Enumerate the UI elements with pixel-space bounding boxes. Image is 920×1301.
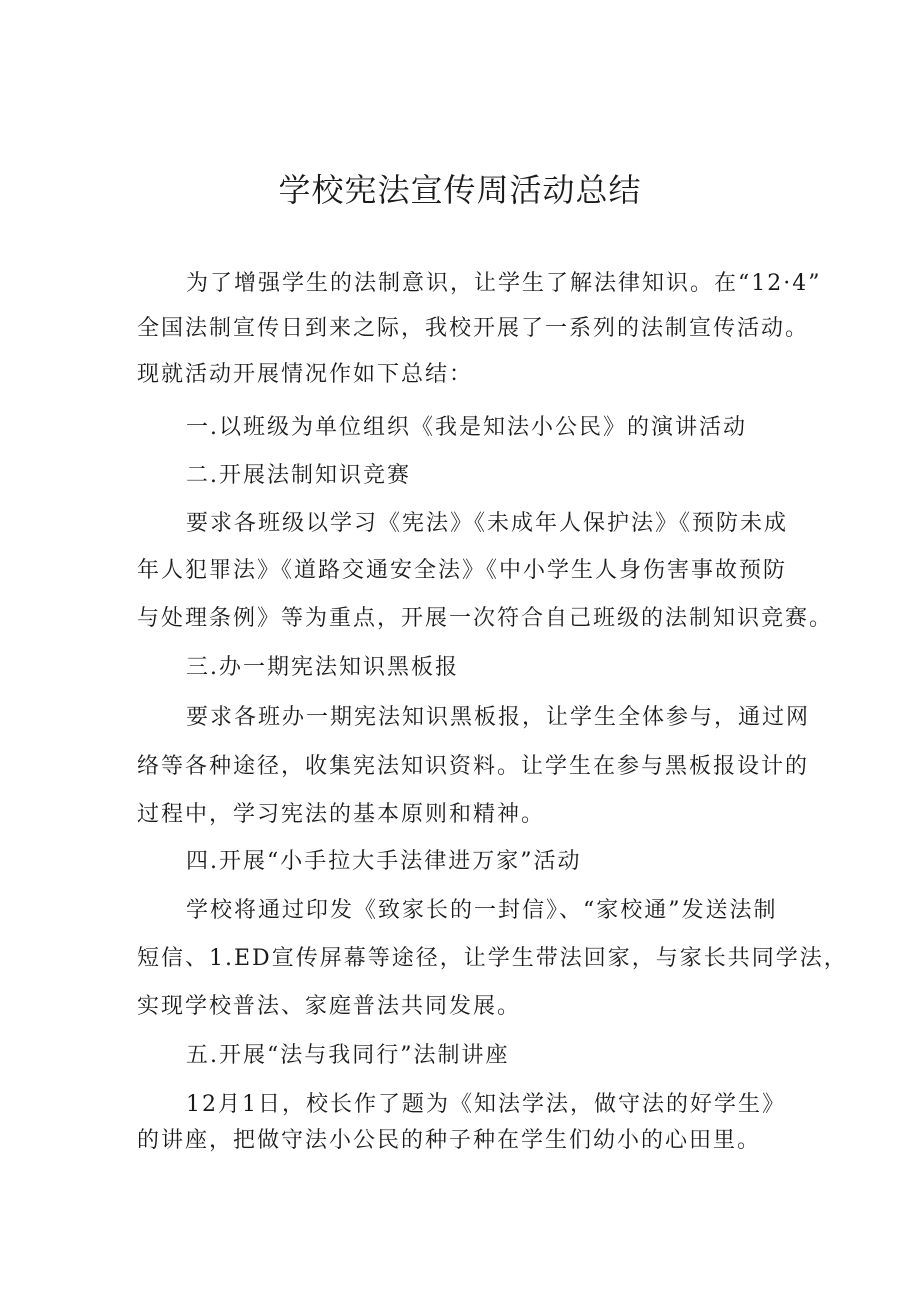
paragraph-line: 年人犯罪法》《道路交通安全法》《中小学生人身伤害事故预防 xyxy=(137,558,788,583)
section-heading: 二.开展法制知识竞赛 xyxy=(186,463,411,488)
section-heading: 三.办一期宪法知识黑板报 xyxy=(186,655,459,680)
document-title: 学校宪法宣传周活动总结 xyxy=(278,171,642,209)
paragraph-line: 短信、1.ED宣传屏幕等途径，让学生带法回家，与家长共同学法， xyxy=(137,946,848,971)
section-heading: 四.开展“小手拉大手法律进万家”活动 xyxy=(186,849,582,874)
paragraph-line: 要求各班办一期宪法知识黑板报，让学生全体参与，通过网 xyxy=(186,705,811,730)
paragraph-line: 与处理条例》等为重点，开展一次符合自己班级的法制知识竞赛。 xyxy=(137,606,834,631)
paragraph-line: 的讲座，把做守法小公民的种子种在学生们幼小的心田里。 xyxy=(137,1128,762,1153)
section-heading: 一.以班级为单位组织《我是知法小公民》的演讲活动 xyxy=(186,415,747,440)
section-heading: 五.开展“法与我同行”法制讲座 xyxy=(186,1043,510,1068)
paragraph-line: 12月1日，校长作了题为《知法学法，做守法的好学生》 xyxy=(186,1092,786,1117)
paragraph-line: 为了增强学生的法制意识，让学生了解法律知识。在“12·4” xyxy=(186,271,822,296)
paragraph-line: 要求各班级以学习《宪法》《未成年人保护法》《预防未成 xyxy=(186,511,789,536)
paragraph-line: 现就活动开展情况作如下总结： xyxy=(137,362,474,387)
paragraph-line: 过程中，学习宪法的基本原则和精神。 xyxy=(137,802,546,827)
paragraph-line: 络等各种途径，收集宪法知识资料。让学生在参与黑板报设计的 xyxy=(137,754,810,779)
paragraph-line: 全国法制宣传日到来之际，我校开展了一系列的法制宣传活动。 xyxy=(137,316,810,341)
paragraph-line: 学校将通过印发《致家长的一封信》、“家校通”发送法制 xyxy=(186,898,778,923)
paragraph-line: 实现学校普法、家庭普法共同发展。 xyxy=(137,994,522,1019)
